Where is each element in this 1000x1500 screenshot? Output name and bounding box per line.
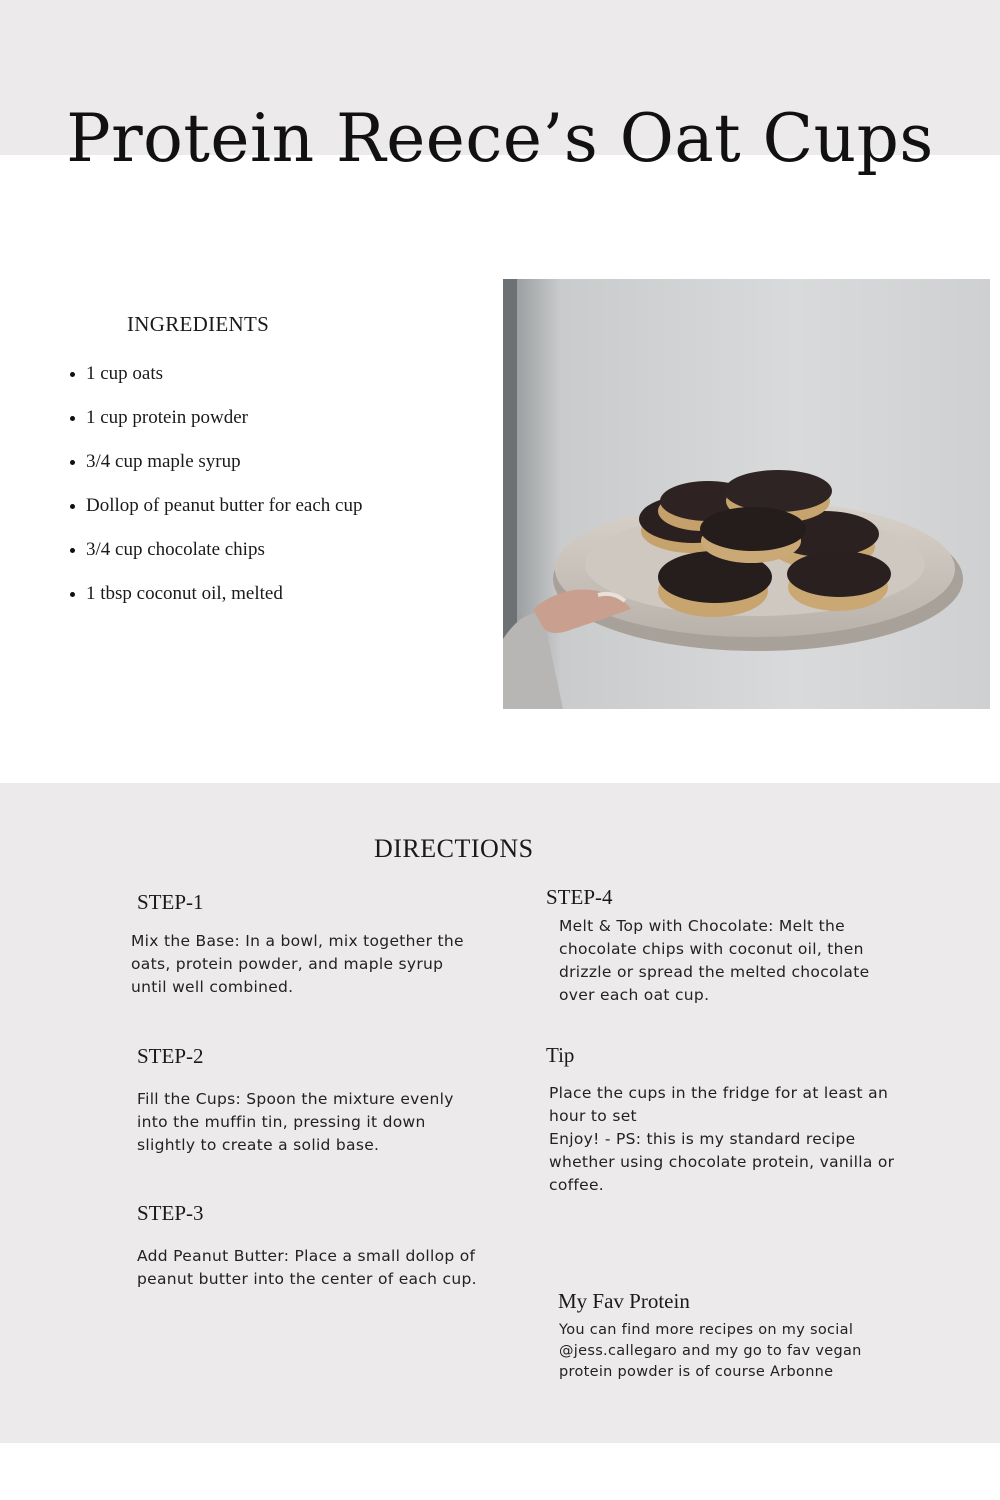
step-4-title: STEP-4 [546,885,613,909]
step-3-text: Add Peanut Butter: Place a small dollop of peanut butter into the center of each cup. [137,1247,477,1288]
tip-title: Tip [546,1043,575,1067]
recipe-title: Protein Reece’s Oat Cups [66,100,934,177]
recipe-photo [503,279,990,709]
tip-text-line1: Place the cups in the fridge for at least an hour to set [549,1084,889,1125]
directions-heading: DIRECTIONS [374,834,534,863]
step-2-text: Fill the Cups: Spoon the mixture evenly into the muffin tin, pressing it down slightly to create a solid base. [137,1090,454,1154]
step-2-title: STEP-2 [137,1044,204,1068]
list-item: 1 cup oats [68,362,362,406]
tip-text-line2: Enjoy! - PS: this is my standard recipe whether using chocolate protein, vanilla or coffee. [549,1130,895,1194]
list-item: Dollop of peanut butter for each cup [68,494,362,538]
list-item: 1 tbsp coconut oil, melted [68,582,362,626]
step-1-text: Mix the Base: In a bowl, mix together the oats, protein powder, and maple syrup until well combined. [131,932,464,996]
ingredients-list [68,362,362,626]
step-3-title: STEP-3 [137,1201,204,1225]
list-item: 3/4 cup maple syrup [68,450,362,494]
fav-protein-text: You can find more recipes on my social @jess.callegaro and my go to fav vegan protein powder is of course Arbonne [559,1322,862,1380]
list-item: 3/4 cup chocolate chips [68,538,362,582]
step-1-title: STEP-1 [137,890,204,914]
ingredients-heading: INGREDIENTS [127,312,270,336]
fav-protein-title: My Fav Protein [558,1289,690,1313]
list-item: 1 cup protein powder [68,406,362,450]
step-4-text: Melt & Top with Chocolate: Melt the chocolate chips with coconut oil, then drizzle or spread the melted chocolate over each oat cup. [559,917,870,1004]
